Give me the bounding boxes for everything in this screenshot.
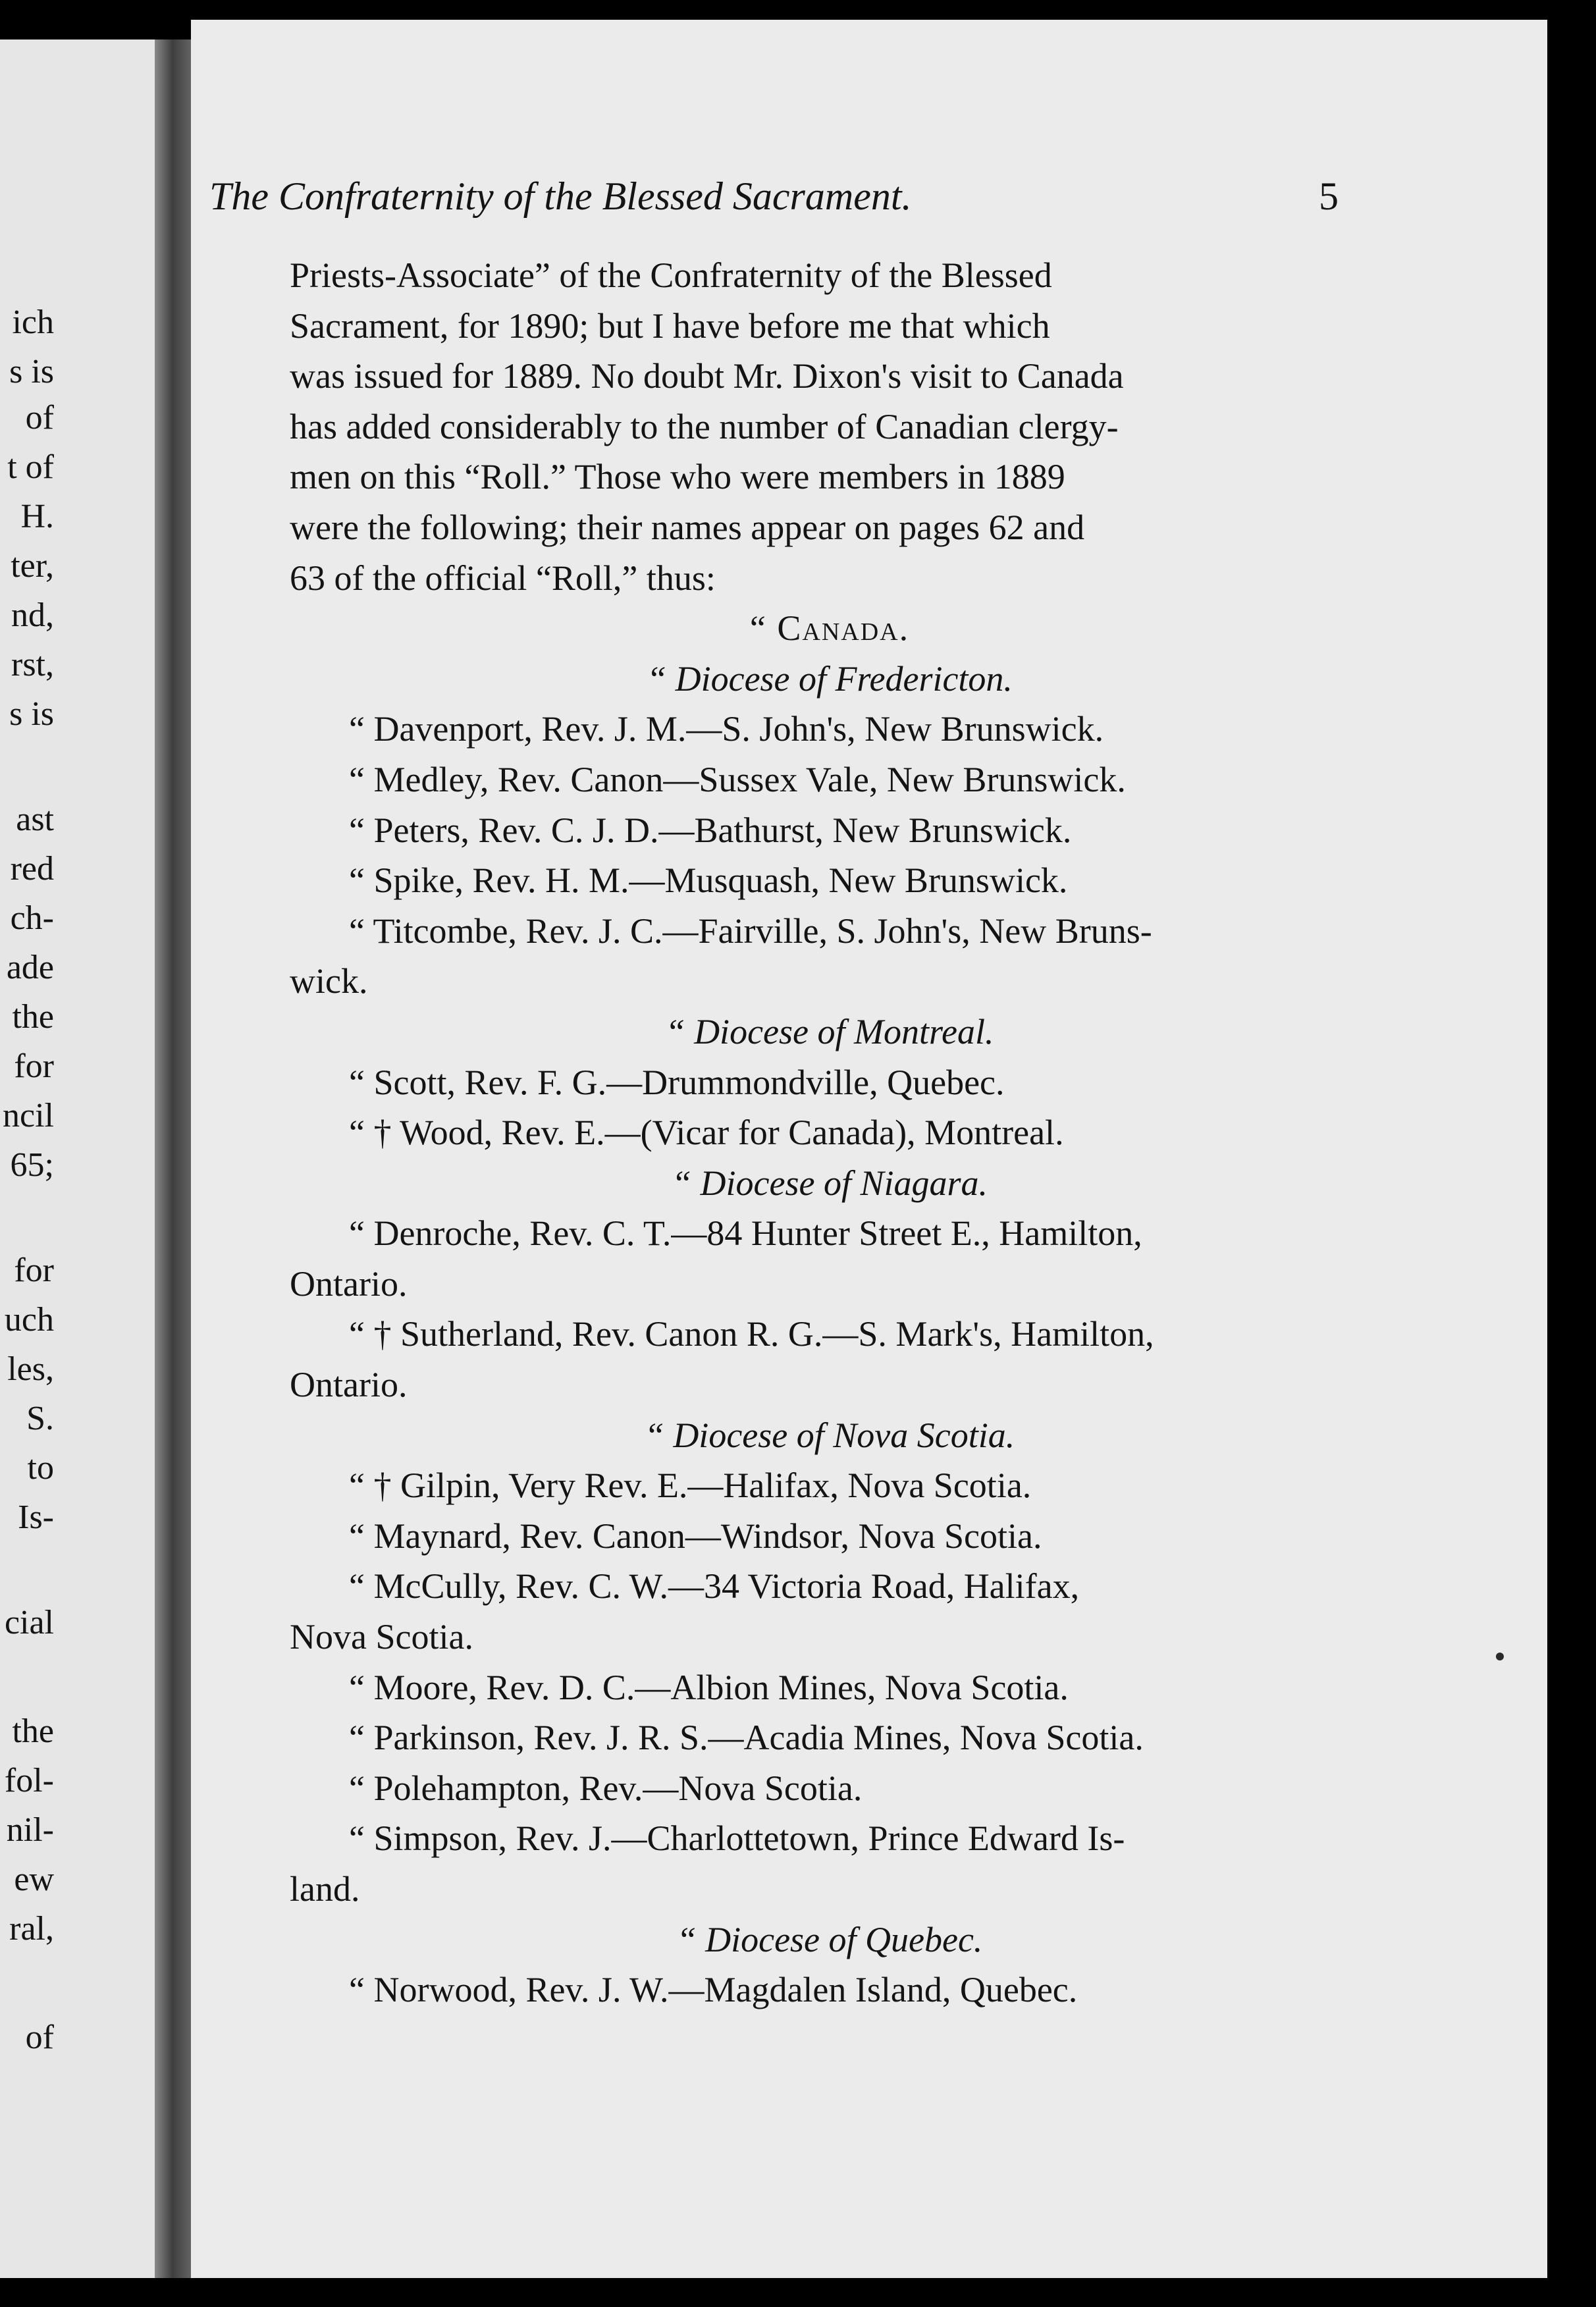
facing-page-text-fragment: s is: [9, 353, 54, 390]
facing-page-text-fragment: of: [25, 399, 54, 437]
clergy-entry: [290, 1965, 1370, 2015]
facing-page-text-fragment: nil-: [6, 1811, 54, 1849]
facing-page-text-fragment: for: [14, 1047, 54, 1085]
clergy-entry: [290, 906, 1370, 1007]
entry-line: “ Moore, Rev. D. C.—Albion Mines, Nova Scotia.: [349, 1667, 1069, 1707]
entry-line: “ McCully, Rev. C. W.—34 Victoria Road, Halifax,: [349, 1566, 1080, 1606]
clergy-entry: [290, 1460, 1370, 1511]
diocese-section: [290, 1007, 1370, 1158]
entry-line: “ Norwood, Rev. J. W.—Magdalen Island, Quebec.: [349, 1970, 1078, 2010]
text-line: were the following; their names appear on pages 62 and: [290, 507, 1085, 547]
clergy-entry: [290, 1561, 1370, 1662]
page-number: 5: [1319, 174, 1339, 218]
facing-page-text-fragment: cial: [4, 1604, 54, 1641]
entry-line: “ Parkinson, Rev. J. R. S.—Acadia Mines, Nova Scotia.: [349, 1718, 1144, 1758]
clergy-entry: [290, 1309, 1370, 1410]
facing-page-text-fragment: uch: [4, 1301, 54, 1339]
diocese-section: [290, 1915, 1370, 2015]
entry-line: “ Davenport, Rev. J. M.—S. John's, New Brunswick.: [349, 709, 1104, 749]
entry-line: “ Maynard, Rev. Canon—Windsor, Nova Scotia.: [349, 1516, 1042, 1556]
facing-page-text-fragment: for: [14, 1252, 54, 1289]
facing-page-text-fragment: ich: [12, 304, 54, 341]
facing-page-text-fragment: red: [10, 850, 54, 888]
entry-line: “ Denroche, Rev. C. T.—84 Hunter Street E., Hamilton,: [349, 1213, 1142, 1254]
diocese-section: [290, 1410, 1370, 1915]
facing-page-text-fragment: fol-: [4, 1762, 54, 1799]
diocese-list: [290, 654, 1370, 2015]
clergy-entry: [290, 1712, 1370, 1763]
facing-page-text-fragment: the: [12, 1712, 54, 1750]
clergy-entry: [290, 1813, 1370, 1914]
text-line: men on this “Roll.” Those who were members in 1889: [290, 457, 1065, 497]
clergy-entry: [290, 1662, 1370, 1713]
entry-line: “ Peters, Rev. C. J. D.—Bathurst, New Brunswick.: [349, 810, 1072, 850]
entry-continuation: land.: [290, 1869, 360, 1909]
clergy-entry: [290, 1107, 1370, 1158]
entry-line: “ † Wood, Rev. E.—(Vicar for Canada), Montreal.: [349, 1113, 1064, 1153]
clergy-entry: [290, 1208, 1370, 1309]
running-title: The Confraternity of the Blessed Sacrament.: [209, 174, 912, 218]
text-line: Priests-Associate” of the Confraternity of the Blessed: [290, 255, 1052, 295]
facing-page-text-fragment: H.: [20, 498, 54, 535]
diocese-heading: “ Diocese of Quebec.: [676, 1919, 983, 1959]
clergy-entry: [290, 855, 1370, 906]
facing-page-text-fragment: Is-: [18, 1498, 54, 1536]
facing-page-text-fragment: les,: [7, 1350, 54, 1388]
clergy-entry: [290, 1763, 1370, 1814]
clergy-entry: [290, 1057, 1370, 1108]
entry-line: “ Titcombe, Rev. J. C.—Fairville, S. John's, New Bruns-: [349, 911, 1152, 951]
entry-continuation: Nova Scotia.: [290, 1617, 473, 1657]
text-line: was issued for 1889. No doubt Mr. Dixon's visit to Canada: [290, 356, 1124, 396]
text-line: 63 of the official “Roll,” thus:: [290, 558, 716, 598]
entry-line: “ Simpson, Rev. J.—Charlottetown, Prince Edward Is-: [349, 1818, 1125, 1859]
facing-page-text-fragment: to: [27, 1449, 54, 1487]
clergy-entry: [290, 704, 1370, 755]
facing-page-text-fragment: the: [12, 998, 54, 1036]
facing-page-text-fragment: ncil: [3, 1097, 54, 1134]
entry-line: “ Spike, Rev. H. M.—Musquash, New Brunswick.: [349, 861, 1068, 901]
facing-page-text-fragment: rst,: [11, 646, 54, 683]
facing-page-text-fragment: ral,: [9, 1910, 54, 1948]
entry-line: “ Medley, Rev. Canon—Sussex Vale, New Brunswick.: [349, 759, 1126, 799]
clergy-entry: [290, 755, 1370, 805]
ink-speck: [1496, 1653, 1504, 1660]
facing-page-text-fragment: ter,: [11, 547, 54, 585]
facing-page-text-fragment: s is: [9, 695, 54, 733]
text-line: Sacrament, for 1890; but I have before me that which: [290, 305, 1050, 346]
facing-page: [0, 40, 166, 2278]
clergy-entry: [290, 805, 1370, 856]
facing-page-text-fragment: ch-: [10, 899, 54, 937]
facing-page-text-fragment: S.: [26, 1400, 54, 1437]
facing-page-text-fragment: of: [25, 2019, 54, 2056]
entry-line: “ † Gilpin, Very Rev. E.—Halifax, Nova Scotia.: [349, 1466, 1032, 1506]
page-body: [290, 250, 1370, 2015]
facing-page-text-fragment: t of: [7, 448, 54, 486]
entry-continuation: Ontario.: [290, 1263, 408, 1304]
diocese-heading: “ Diocese of Fredericton.: [647, 658, 1013, 699]
entry-continuation: Ontario.: [290, 1365, 408, 1405]
diocese-section: [290, 654, 1370, 1007]
facing-page-text-fragment: ade: [6, 949, 54, 986]
diocese-heading: “ Diocese of Niagara.: [672, 1163, 988, 1203]
text-line: has added considerably to the number of Canadian clergy-: [290, 406, 1119, 446]
entry-line: “ Polehampton, Rev.—Nova Scotia.: [349, 1768, 863, 1808]
facing-page-text-fragment: 65;: [10, 1146, 54, 1184]
book-gutter: [155, 40, 194, 2278]
facing-page-text-fragment: nd,: [11, 597, 54, 634]
intro-paragraph: [290, 250, 1370, 603]
entry-continuation: wick.: [290, 961, 368, 1001]
clergy-entry: [290, 1511, 1370, 1562]
diocese-heading: “ Diocese of Montreal.: [665, 1011, 994, 1051]
diocese-section: [290, 1158, 1370, 1410]
entry-line: “ † Sutherland, Rev. Canon R. G.—S. Mark's, Hamilton,: [349, 1314, 1154, 1354]
entry-line: “ Scott, Rev. F. G.—Drummondville, Quebec.: [349, 1062, 1005, 1102]
section-heading-canada: “ Canada.: [749, 608, 910, 649]
facing-page-text-fragment: ast: [16, 801, 54, 838]
diocese-heading: “ Diocese of Nova Scotia.: [644, 1415, 1015, 1455]
facing-page-text-fragment: ew: [14, 1861, 54, 1898]
